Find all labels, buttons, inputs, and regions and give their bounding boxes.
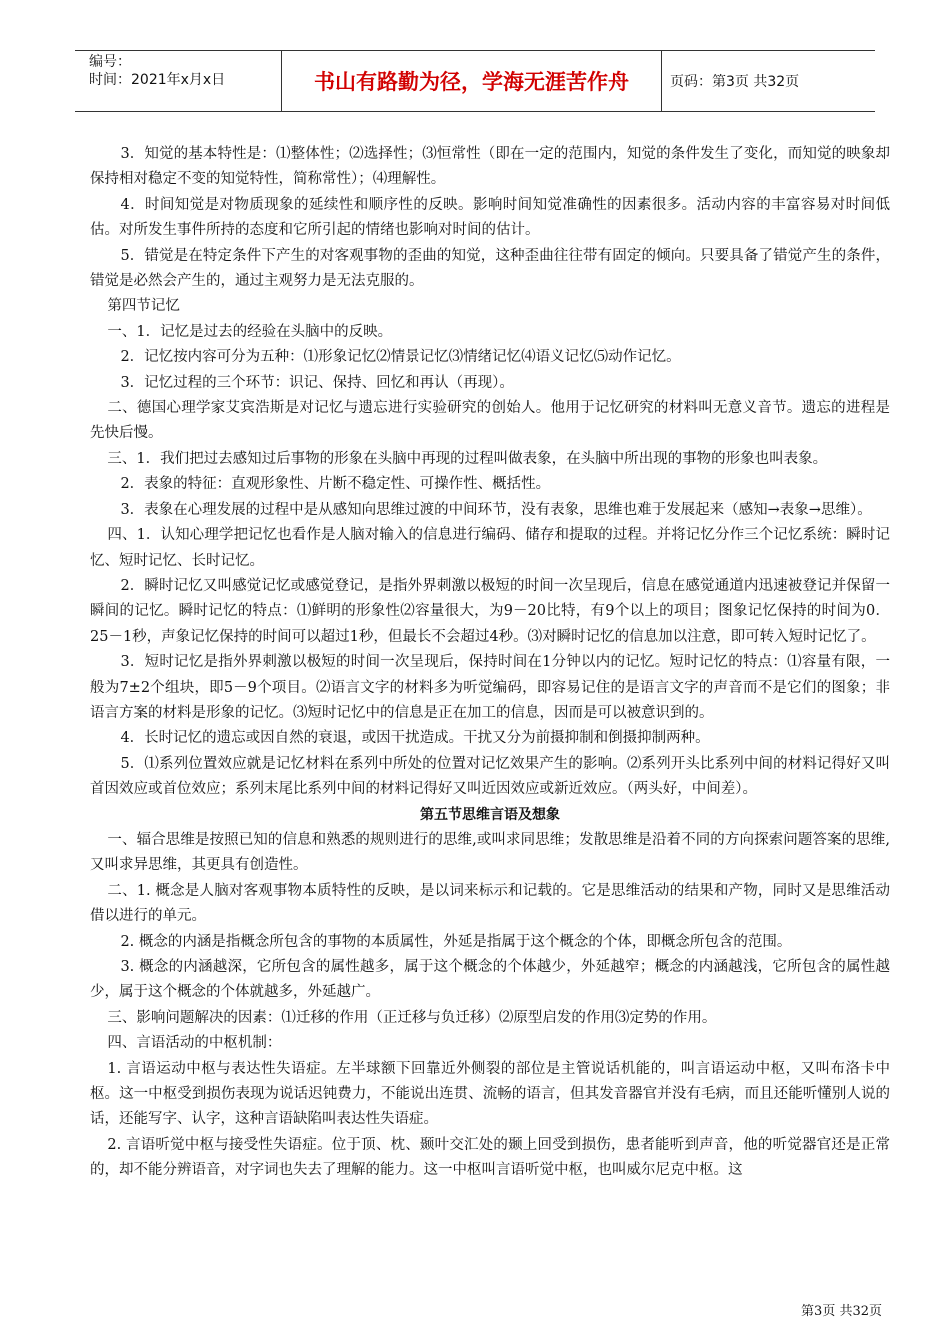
paragraph: 3．记忆过程的三个环节：识记、保持、回忆和再认（再现）。 [120,374,514,391]
header-page-label: 页码：第3页 共32页 [670,74,800,90]
section-title: 第五节思维言语及想象 [420,806,560,823]
paragraph: 5．⑴系列位置效应就是记忆材料在系列中所处的位置对记忆效果产生的影响。⑵系列开头比系列中间的材料记得好又叫首因效应或首位效应；系列末尾比系列中间的材料记得好又叫近因效应或新近效应。（两头好，中间差）。 [90,755,890,798]
paragraph: 1. 言语运动中枢与表达性失语症。左半球额下回靠近外侧裂的部位是主管说话机能的，叫言语运动中枢，又叫布洛卡中枢。这一中枢受到损伤表现为说话迟钝费力，不能说出连贯、流畅的语言，但其发音器官并没有毛病，而且还能听懂别人说的话，还能写字、认字，这种言语缺陷叫表达性失语症。 [90,1060,890,1128]
paragraph: 三、影响问题解决的因素：⑴迁移的作用（正迁移与负迁移）⑵原型启发的作用⑶定势的作用。 [107,1009,717,1026]
paragraph: 三、1．我们把过去感知过后事物的形象在头脑中再现的过程叫做表象，在头脑中所出现的事物的形象也叫表象。 [107,450,828,467]
paragraph: 4．时间知觉是对物质现象的延续性和顺序性的反映。影响时间知觉准确性的因素很多。活动内容的丰富容易对时间低估。对所发生事件所持的态度和它所引起的情绪也影响对时间的估计。 [90,196,890,239]
page-header [75,50,875,112]
paragraph: 一、辐合思维是按照已知的信息和熟悉的规则进行的思维,或叫求同思维；发散思维是沿着不同的方向探索问题答案的思维,又叫求异思维，其更具有创造性。 [90,831,890,874]
paragraph: 四、1．认知心理学把记忆也看作是人脑对输入的信息进行编码、储存和提取的过程。并将记忆分作三个记忆系统：瞬时记忆、短时记忆、长时记忆。 [90,527,890,569]
paragraph: 2．记忆按内容可分为五种：⑴形象记忆⑵情景记忆⑶情绪记忆⑷语义记忆⑸动作记忆。 [120,349,681,366]
header-meta [75,51,282,111]
paragraph: 4．长时记忆的遗忘或因自然的衰退，或因干扰造成。干扰又分为前摄抑制和倒摄抑制两种。 [120,730,710,747]
paragraph: 5．错觉是在特定条件下产生的对客观事物的歪曲的知觉，这种歪曲往往带有固定的倾向。只要具备了错觉产生的条件，错觉是必然会产生的，通过主观努力是无法克服的。 [90,247,890,290]
paragraph: 二、德国心理学家艾宾浩斯是对记忆与遗忘进行实验研究的创始人。他用于记忆研究的材料叫无意义音节。遗忘的进程是先快后慢。 [90,400,890,442]
paragraph: 2. 概念的内涵是指概念所包含的事物的本质属性，外延是指属于这个概念的个体，即概念所包含的范围。 [120,933,792,950]
paragraph: 四、言语活动的中枢机制： [107,1035,282,1052]
paragraph: 2. 言语听觉中枢与接受性失语症。位于顶、枕、颞叶交汇处的颞上回受到损伤，患者能听到声音，他的听觉器官还是正常的，却不能分辨语音，对字词也失去了理解的能力。这一中枢叫言语听觉中枢，也叫威尔尼克中枢。这 [90,1136,890,1179]
paragraph: 3．短时记忆是指外界刺激以极短的时间一次呈现后，保持时间在1分钟以内的记忆。短时记忆的特点：⑴容量有限，一般为7±2个组块，即5－9个项目。⑵语言文字的材料多为听觉编码，即容易记住的是语言文字的声音而不是它们的图象；非语言方案的材料是形象的记忆。⑶短时记忆中的信息是正在加工的信息，因而是可以被意识到的。 [90,654,890,721]
paragraph: 二、1. 概念是人脑对客观事物本质特性的反映，是以词来标示和记载的。它是思维活动的结果和产物，同时又是思维活动借以进行的单元。 [90,882,890,925]
paragraph: 3．表象在心理发展的过程中是从感知向思维过渡的中间环节，没有表象，思维也难于发展起来（感知→表象→思维）。 [120,501,872,518]
serial-label: 编号： [89,54,131,70]
paragraph: 3. 概念的内涵越深，它所包含的属性越多，属于这个概念的个体越少，外延越窄；概念的内涵越浅，它所包含的属性越少，属于这个概念的个体就越多，外延越广。 [90,959,890,1001]
time-label: 时间：2021年x月x日 [89,72,226,88]
section-heading: 第四节记忆 [107,298,180,315]
paragraph: 一、1．记忆是过去的经验在头脑中的反映。 [107,323,393,340]
paragraph: 2．表象的特征：直观形象性、片断不稳定性、可操作性、概括性。 [120,476,551,493]
paragraph: 2．瞬时记忆又叫感觉记忆或感觉登记，是指外界刺激以极短的时间一次呈现后，信息在感觉通道内迅速被登记并保留一瞬间的记忆。瞬时记忆的特点：⑴鲜明的形象性⑵容量很大，为9－20比特，有9个以上的项目；图象记忆保持的时间为0．25－1秒，声象记忆保持的时间可以超过1秒，但最长不会超过4秒。⑶对瞬时记忆的信息加以注意，即可转入短时记忆了。 [90,577,890,645]
page-footer: 第3页 共32页 [801,1304,882,1319]
document-body [90,142,890,1184]
paragraph: 3．知觉的基本特性是：⑴整体性；⑵选择性；⑶恒常性（即在一定的范围内，知觉的条件发生了变化，而知觉的映象却保持相对稳定不变的知觉特性，简称常性）；⑷理解性。 [90,146,890,188]
header-motto: 书山有路勤为径，学海无涯苦作舟 [282,51,662,111]
